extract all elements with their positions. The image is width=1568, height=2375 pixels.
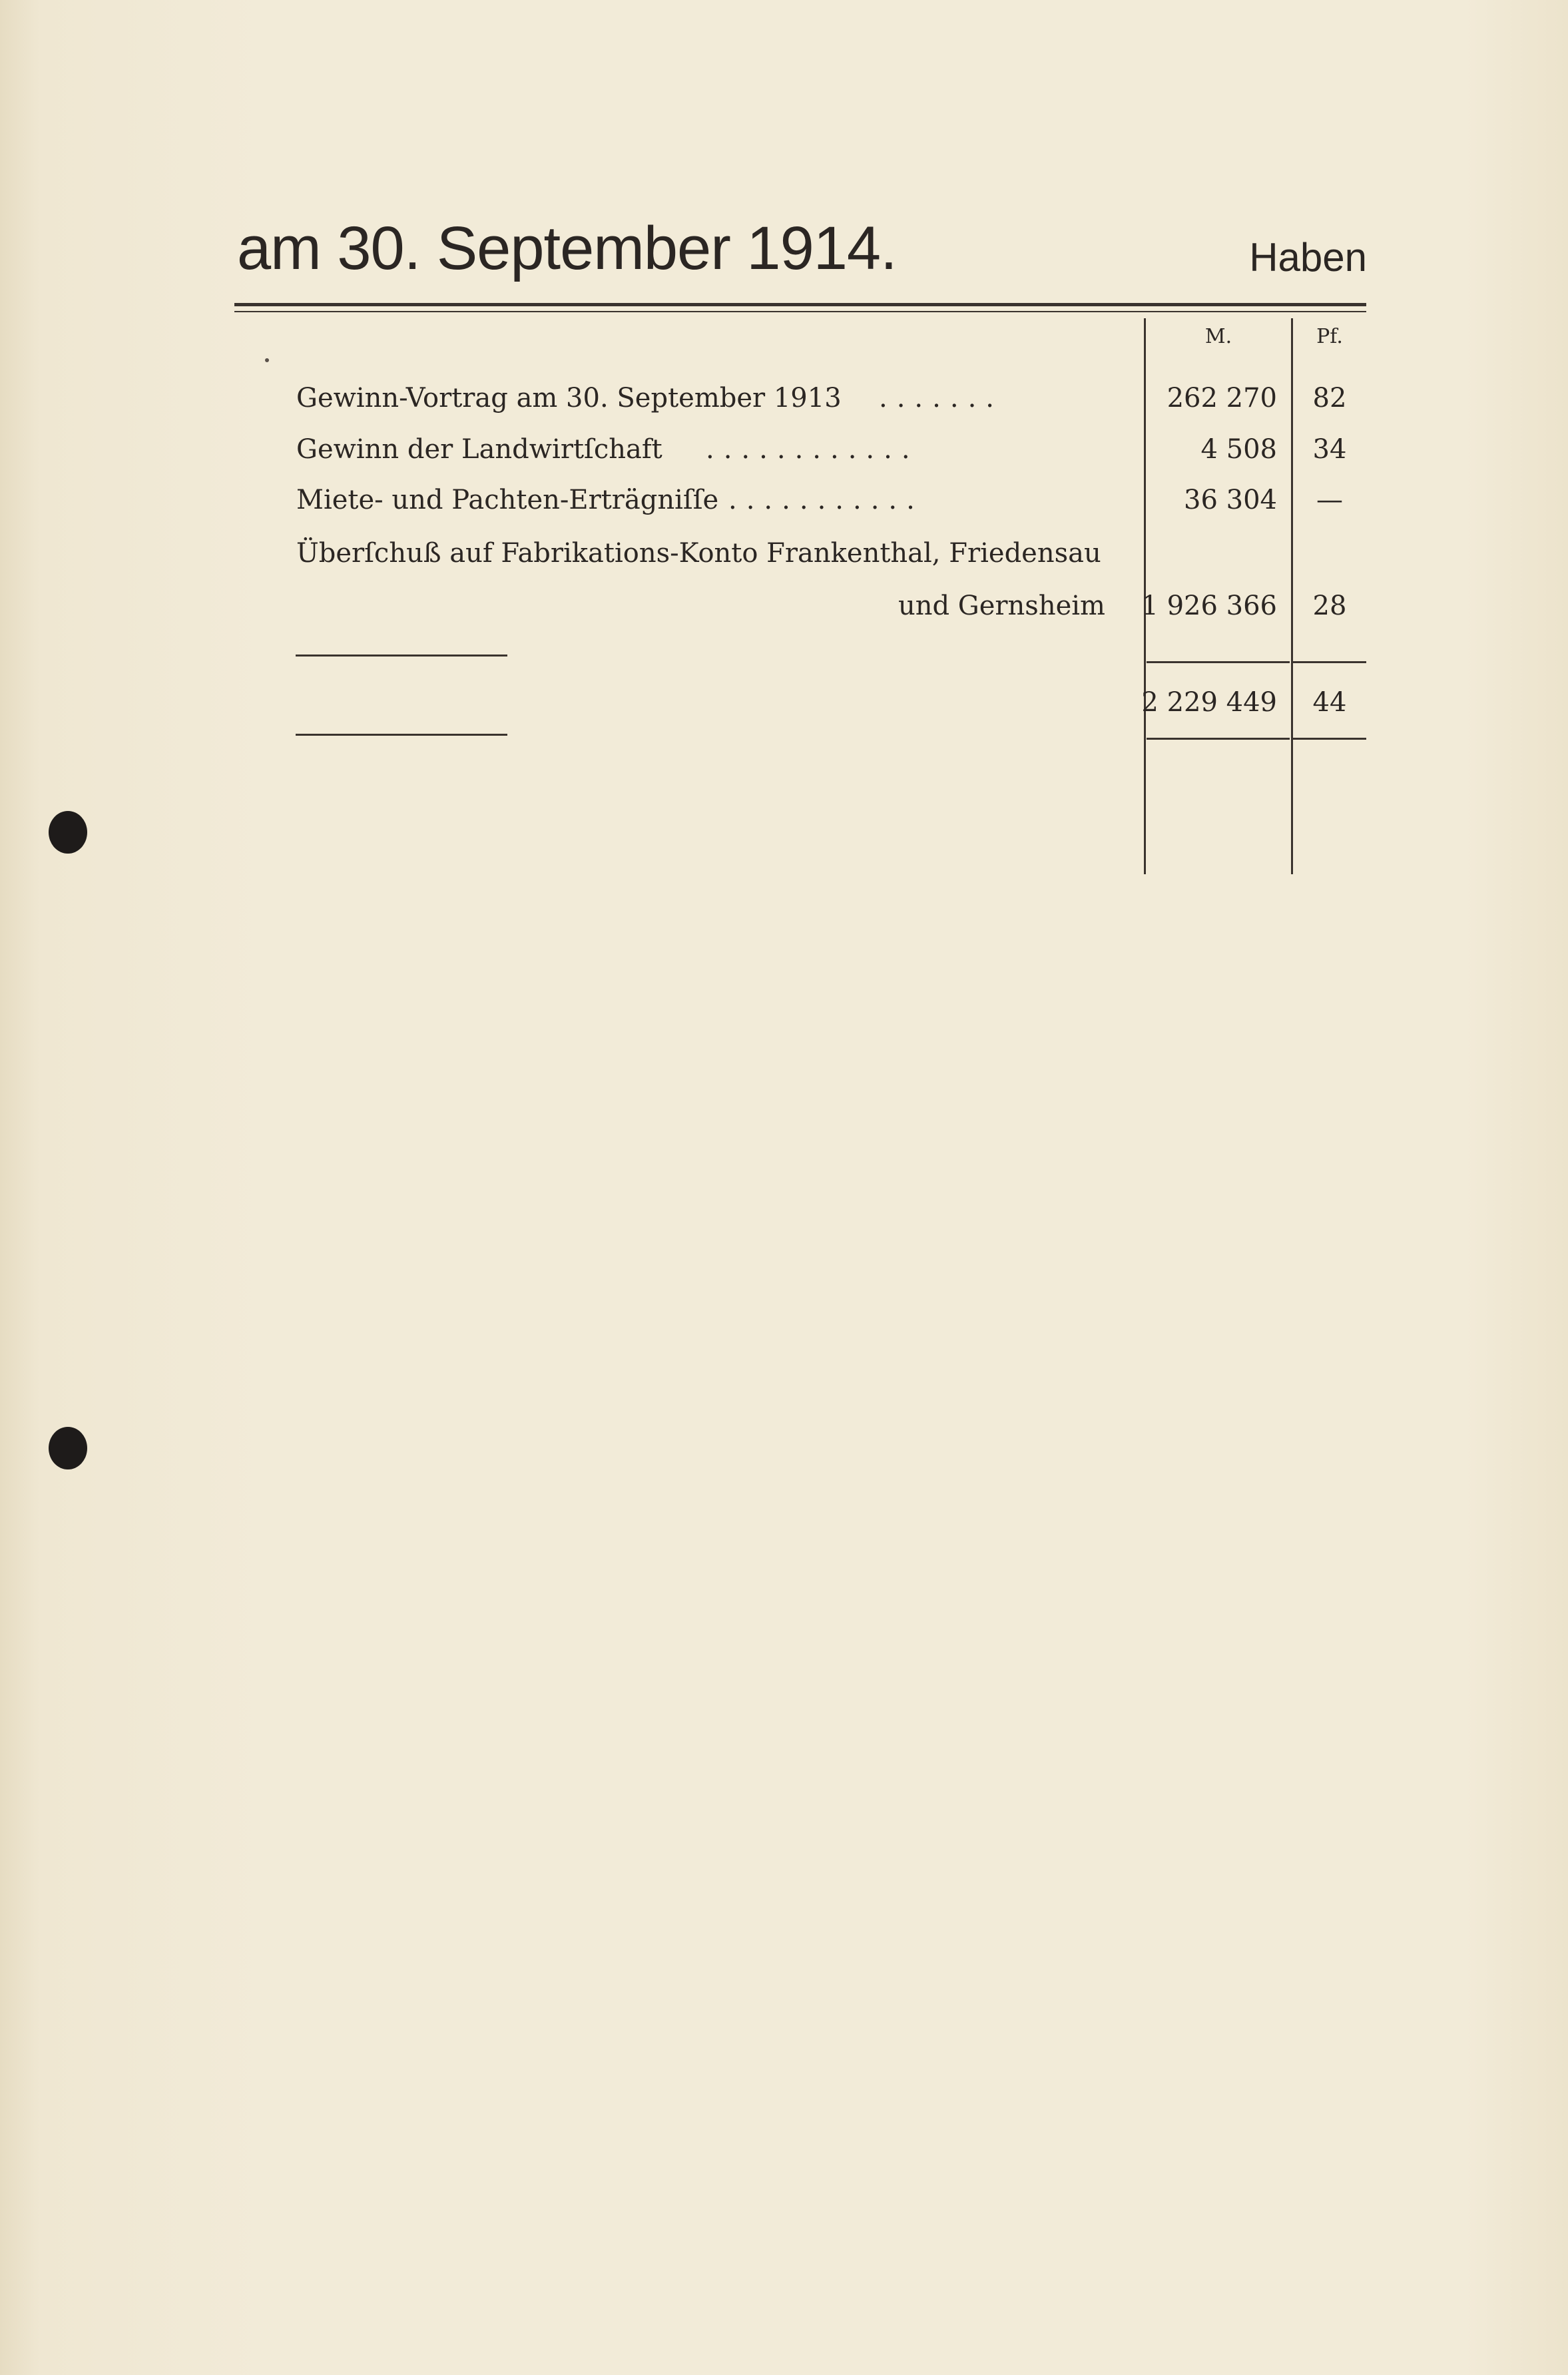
closing-line-lower bbox=[296, 734, 507, 736]
row-leaders: ........... bbox=[728, 485, 924, 515]
sum-rule-pfennig-bottom bbox=[1293, 738, 1366, 740]
punch-hole-lower bbox=[49, 1427, 87, 1469]
row-label-ueberschuss: Überſchuß auf Fabrikations-Konto Frankenthal, Friedensau bbox=[296, 538, 1101, 569]
punch-hole-upper bbox=[49, 811, 87, 854]
row-leaders: ............ bbox=[706, 434, 919, 465]
closing-line-upper bbox=[296, 655, 507, 657]
row-amount-pfennig: 34 bbox=[1312, 434, 1347, 465]
row-leaders: ....... bbox=[879, 383, 1004, 413]
row-label-gewinn-vortrag: Gewinn-Vortrag am 30. September 1913 bbox=[296, 383, 842, 413]
row-amount-mark: 1 926 366 bbox=[1141, 591, 1277, 621]
row-amount-pfennig: 28 bbox=[1312, 591, 1347, 621]
column-header-mark: M. bbox=[1204, 325, 1232, 348]
sum-rule-mark-bottom bbox=[1147, 738, 1290, 740]
row-amount-mark: 36 304 bbox=[1184, 485, 1277, 515]
page-title: am 30. September 1914. bbox=[237, 214, 897, 282]
row-amount-mark: 262 270 bbox=[1167, 383, 1277, 413]
row-amount-mark: 4 508 bbox=[1200, 434, 1277, 465]
sum-rule-pfennig-top bbox=[1293, 661, 1366, 663]
sum-rule-mark-top bbox=[1147, 661, 1290, 663]
row-amount-pfennig: — bbox=[1316, 485, 1343, 515]
row-label-gernsheim: und Gernsheim bbox=[898, 591, 1105, 621]
row-label-landwirtschaft: Gewinn der Landwirtſchaft bbox=[296, 434, 662, 465]
header-rule-thin bbox=[234, 311, 1366, 312]
row-label-miete-pachten: Miete- und Pachten-Erträgniſſe bbox=[296, 485, 719, 515]
row-amount-pfennig: 82 bbox=[1312, 383, 1347, 413]
header-rule-thick bbox=[234, 303, 1366, 306]
ink-speck bbox=[265, 358, 269, 362]
total-amount-mark: 2 229 449 bbox=[1141, 687, 1277, 718]
total-amount-pfennig: 44 bbox=[1312, 687, 1347, 718]
haben-label: Haben bbox=[1249, 235, 1367, 280]
column-header-pfennig: Pf. bbox=[1316, 325, 1343, 348]
